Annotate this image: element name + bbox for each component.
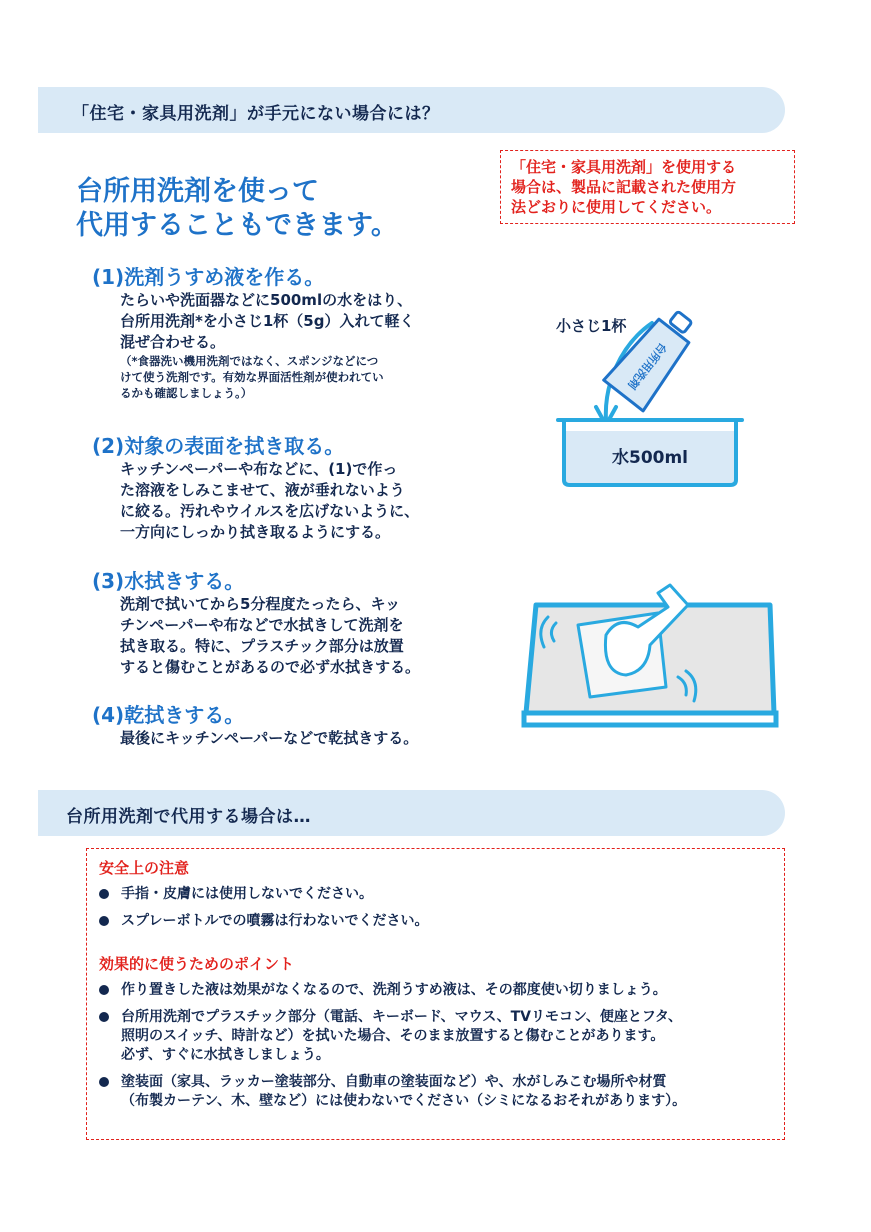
wiping-illustration xyxy=(518,575,788,735)
step-text: 洗剤で拭いてから5分程度たったら、キッ xyxy=(120,595,401,613)
spoon-label: 小さじ1杯 xyxy=(556,317,627,335)
basin-label: 水500ml xyxy=(611,448,689,468)
step-title: (4)乾拭きする。 xyxy=(92,703,245,727)
list-item: 台所用洗剤でプラスチック部分（電話、キーボード、マウス、TVリモコン、便座とフタ、 照明のスイッチ、時計など）を拭いた場合、そのまま放置すると傷むことがあります。 必ず、すぐに水拭きしましょう。 xyxy=(99,1008,784,1065)
tips-list xyxy=(99,981,784,1111)
basin-water-top xyxy=(566,421,734,431)
note-line: 「住宅・家具用洗剤」を使用する xyxy=(511,158,737,176)
step-1 xyxy=(92,264,492,401)
usage-note xyxy=(500,150,795,224)
bullet-icon xyxy=(99,1077,109,1087)
list-item: 作り置きした液は効果がなくなるので、洗剤うすめ液は、その都度使い切りましょう。 xyxy=(99,981,784,1000)
note-line: 法どおりに使用してください。 xyxy=(511,198,722,216)
section-title: 「住宅・家具用洗剤」が手元にない場合には？ xyxy=(72,104,440,124)
step-title: (1)洗剤うすめ液を作る。 xyxy=(92,265,325,289)
bottle-label: 台所用洗剤 xyxy=(625,340,670,392)
bullet-icon xyxy=(99,916,109,926)
step-footnote: （*食器洗い機用洗剤ではなく、スポンジなどにつ xyxy=(120,354,379,368)
list-item: スプレーボトルでの噴霧は行わないでください。 xyxy=(99,912,784,931)
caution-list xyxy=(99,885,784,931)
step-text: すると傷むことがあるので必ず水拭きする。 xyxy=(120,658,421,676)
step-3 xyxy=(92,568,492,678)
bullet-icon xyxy=(99,1012,109,1022)
step-2 xyxy=(92,433,492,543)
note-line: 場合は、製品に記載された使用方 xyxy=(511,178,737,196)
headline-line: 台所用洗剤を使って xyxy=(76,176,319,207)
list-item: 手指・皮膚には使用しないでください。 xyxy=(99,885,784,904)
bullet-icon xyxy=(99,985,109,995)
headline-line: 代用することもできます。 xyxy=(76,210,398,241)
section-header-no-cleaner xyxy=(38,87,785,133)
table-edge xyxy=(524,713,776,725)
step-title: (2)対象の表面を拭き取る。 xyxy=(92,434,345,458)
step-text: 混ぜ合わせる。 xyxy=(120,333,226,351)
list-item: 塗装面（家具、ラッカー塗装部分、自動車の塗装面など）や、水がしみこむ場所や材質 （布製カーテン、木、壁など）には使わないでください（シミになるおそれがあります）。 xyxy=(99,1073,784,1111)
step-text: に絞る。汚れやウイルスを広げないように、 xyxy=(120,502,420,520)
step-4 xyxy=(92,702,492,749)
step-text: チンペーパーや布などで水拭きして洗剤を xyxy=(120,616,404,634)
step-text: た溶液をしみこませて、液が垂れないよう xyxy=(120,481,405,499)
caution-heading: 安全上の注意 xyxy=(99,859,190,877)
step-text: 最後にキッチンペーパーなどで乾拭きする。 xyxy=(120,729,419,747)
step-text: 拭き取る。特に、プラスチック部分は放置 xyxy=(120,637,404,655)
step-footnote: けて使う洗剤です。有効な界面活性剤が使われてい xyxy=(120,370,384,384)
section-header-substitute xyxy=(38,790,785,836)
step-text: たらいや洗面器などに500mlの水をはり、 xyxy=(120,291,413,309)
step-footnote: るかも確認しましょう。） xyxy=(120,386,253,400)
step-text: 一方向にしっかり拭き取るようにする。 xyxy=(120,523,391,541)
main-headline xyxy=(76,175,496,243)
step-title: (3)水拭きする。 xyxy=(92,569,245,593)
bullet-icon xyxy=(99,889,109,899)
step-text: キッチンペーパーや布などに、(1)で作っ xyxy=(120,460,398,478)
tips-heading: 効果的に使うためのポイント xyxy=(99,955,295,973)
precautions-box xyxy=(86,848,785,1140)
step-text: 台所用洗剤*を小さじ1杯（5g）入れて軽く xyxy=(120,312,415,330)
dilution-illustration xyxy=(540,295,795,495)
section-title: 台所用洗剤で代用する場合は… xyxy=(66,807,311,827)
